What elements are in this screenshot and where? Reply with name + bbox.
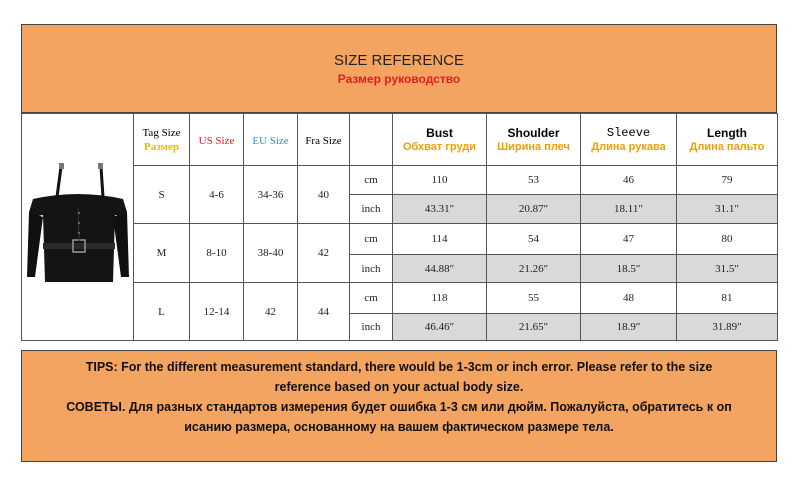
unit-cm-label: cm <box>350 166 393 195</box>
bust-cm-cell: 114 <box>393 224 487 255</box>
sleeve-inch-cell: 18.9″ <box>581 314 677 341</box>
eu-size-label: EU Size <box>252 134 289 147</box>
sleeve-label: Sleeve <box>606 126 651 140</box>
unit-cm-label: cm <box>350 224 393 255</box>
bust-cm-cell: 118 <box>393 283 487 314</box>
us-size-cell: 12-14 <box>190 283 244 341</box>
length-inch-cell: 31.1″ <box>677 195 778 224</box>
tips-en-line-2: reference based on your actual body size. <box>274 380 524 394</box>
sleeve-cm-cell: 48 <box>581 283 677 314</box>
unit-inch-label: inch <box>350 255 393 283</box>
length-inch-cell: 31.89″ <box>677 314 778 341</box>
tips-ru-line-2: исанию размера, основанному на вашем фактическом размере тела. <box>184 420 614 434</box>
tag-size-label: Tag Size <box>142 126 181 139</box>
eu-size-cell: 34-36 <box>244 166 298 224</box>
size-chart-table <box>21 113 778 341</box>
bust-cm-cell: 110 <box>393 166 487 195</box>
bust-inch-cell: 44.88″ <box>393 255 487 283</box>
length-label-ru: Длина пальто <box>689 141 765 153</box>
sleeve-cm-cell: 47 <box>581 224 677 255</box>
bust-label: Bust <box>426 126 453 140</box>
table-row <box>22 224 778 255</box>
sleeve-label-ru: Длина рукава <box>591 141 666 153</box>
sleeve-inch-cell: 18.11″ <box>581 195 677 224</box>
tag-size-header <box>134 114 190 166</box>
bust-header <box>393 114 487 166</box>
page-subtitle: Размер руководство <box>337 72 461 86</box>
table-row <box>22 283 778 314</box>
dress-image-icon <box>23 137 133 312</box>
us-size-label: US Size <box>198 134 235 147</box>
shoulder-label-ru: Ширина плеч <box>497 141 570 153</box>
shoulder-cm-cell: 55 <box>487 283 581 314</box>
bust-inch-cell: 46.46″ <box>393 314 487 341</box>
fra-size-cell: 42 <box>298 224 350 283</box>
tag-size-cell: S <box>134 166 190 224</box>
length-header <box>677 114 778 166</box>
fra-size-cell: 44 <box>298 283 350 341</box>
sleeve-header <box>581 114 677 166</box>
length-inch-cell: 31.5″ <box>677 255 778 283</box>
length-cm-cell: 80 <box>677 224 778 255</box>
bust-label-ru: Обхват груди <box>402 141 477 153</box>
sleeve-inch-cell: 18.5″ <box>581 255 677 283</box>
page-title: SIZE REFERENCE <box>333 52 465 69</box>
us-size-cell: 4-6 <box>190 166 244 224</box>
us-size-cell: 8-10 <box>190 224 244 283</box>
title-banner <box>21 24 777 113</box>
product-photo-cell <box>22 114 134 341</box>
fra-size-header <box>298 114 350 166</box>
tag-size-cell: M <box>134 224 190 283</box>
tag-size-label-ru: Размер <box>144 140 179 153</box>
length-label: Length <box>707 126 747 140</box>
header-row <box>22 114 778 166</box>
unit-header <box>350 114 393 166</box>
unit-cm-label: cm <box>350 283 393 314</box>
table-row <box>22 166 778 195</box>
fra-size-label: Fra Size <box>305 134 342 147</box>
shoulder-inch-cell: 21.65″ <box>487 314 581 341</box>
unit-inch-label: inch <box>350 314 393 341</box>
tips-ru-line-1: СОВЕТЫ. Для разных стандартов измерения будет ошибка 1-3 см или дюйм. Пожалуйста, обратитесь к оп <box>66 400 732 414</box>
shoulder-inch-cell: 21.26″ <box>487 255 581 283</box>
us-size-header <box>190 114 244 166</box>
shoulder-cm-cell: 53 <box>487 166 581 195</box>
bust-inch-cell: 43.31″ <box>393 195 487 224</box>
shoulder-label: Shoulder <box>507 126 560 140</box>
length-cm-cell: 81 <box>677 283 778 314</box>
tag-size-cell: L <box>134 283 190 341</box>
eu-size-cell: 42 <box>244 283 298 341</box>
tips-en-line-1: TIPS: For the different measurement standard, there would be 1-3cm or inch error. Please refer to the size <box>85 360 713 374</box>
unit-inch-label: inch <box>350 195 393 224</box>
shoulder-inch-cell: 20.87″ <box>487 195 581 224</box>
tips-box <box>21 350 777 462</box>
sleeve-cm-cell: 46 <box>581 166 677 195</box>
eu-size-header <box>244 114 298 166</box>
length-cm-cell: 79 <box>677 166 778 195</box>
eu-size-cell: 38-40 <box>244 224 298 283</box>
fra-size-cell: 40 <box>298 166 350 224</box>
shoulder-cm-cell: 54 <box>487 224 581 255</box>
shoulder-header <box>487 114 581 166</box>
